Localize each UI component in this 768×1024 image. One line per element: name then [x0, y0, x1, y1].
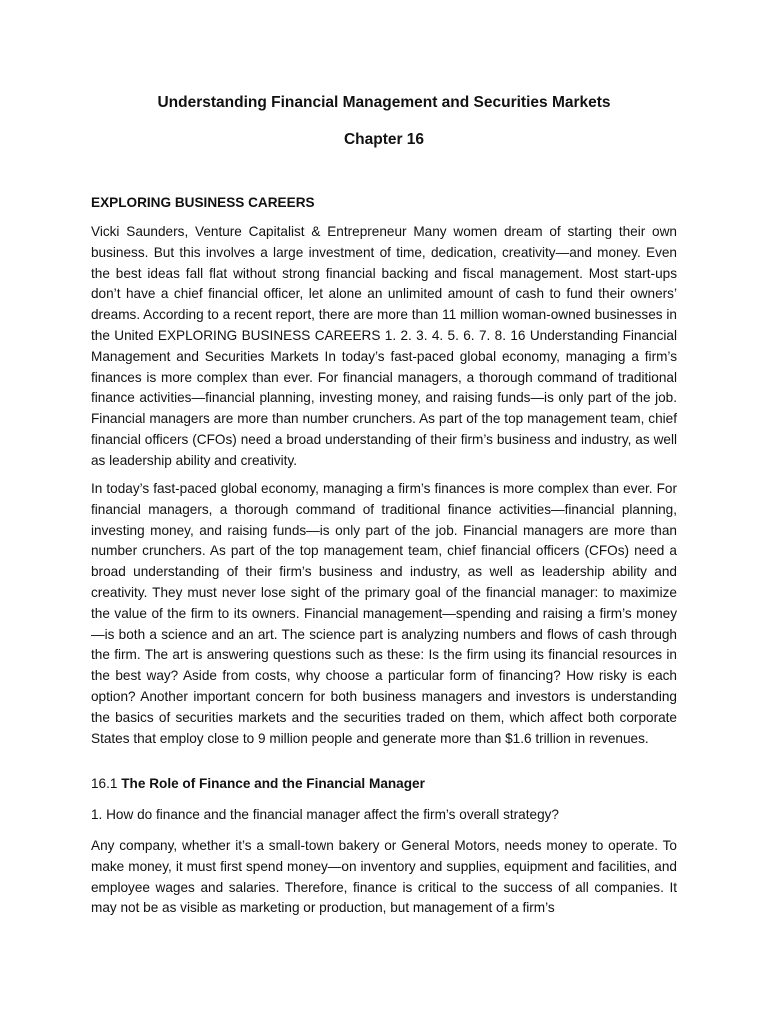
document-page — [91, 0, 677, 1024]
chapter-label: Chapter 16 — [343, 131, 425, 148]
subsection-heading — [91, 774, 677, 795]
body-paragraph-2: In today’s fast-paced global economy, managing a firm’s finances is more complex than ever. For financial managers, a thorough command of traditional finance activities—financial planning, investing money, and raising funds—is only part of the job. Financial managers are more than number crunchers. As part of the top management team, chief financial officers (CFOs) need a broad understanding of their firm’s business and industry, as well as leadership ability and creativity. They must never lose sight of the primary goal of the financial manager: to maximize the value of the firm to its owners. Financial management—spending and raising a firm’s money—is both a science and an art. The science part is analyzing numbers and flows of cash through the firm. The art is answering questions such as these: Is the firm using its financial resources in the best way? Aside from costs, why choose a particular form of financing? How risky is each option? Another important concern for both business managers and investors is understanding the basics of securities markets and the securities traded on them, which affect both corporate States that employ close to 9 million people and generate more than $1.6 trillion in revenues. — [91, 481, 677, 746]
body-paragraph-3: Any company, whether it’s a small-town bakery or General Motors, needs money to operate. To make money, it must first spend money—on inventory and supplies, equipment and facilities, and employee wages and salaries. Therefore, finance is critical to the success of all companies. It may not be as visible as marketing or production, but management of a firm’s — [91, 838, 677, 916]
section-heading: EXPLORING BUSINESS CAREERS — [91, 195, 315, 210]
document-title: Understanding Financial Management and Securities Markets — [157, 94, 611, 111]
body-paragraph-1: Vicki Saunders, Venture Capitalist & Entrepreneur Many women dream of starting their own business. But this involves a large investment of time, dedication, creativity—and money. Even the best ideas fall flat without strong financial backing and fiscal management. Most start-ups don’t have a chief financial officer, let alone an unlimited amount of cash to fund their owners’ dreams. According to a recent report, there are more than 11 million woman-owned businesses in the United EXPLORING BUSINESS CAREERS 1. 2. 3. 4. 5. 6. 7. 8. 16 Understanding Financial Management and Securities Markets In today’s fast-paced global economy, managing a firm’s finances is more complex than ever. For financial managers, a thorough command of traditional finance activities—financial planning, investing money, and raising funds—is only part of the job. Financial managers are more than number crunchers. As part of the top management team, chief financial officers (CFOs) need a broad understanding of their firm’s business and industry, as well as leadership ability and creativity. — [91, 224, 677, 468]
subsection-title: The Role of Finance and the Financial Manager — [121, 776, 425, 791]
subsection-number: 16.1 — [91, 776, 118, 791]
learning-question: 1. How do finance and the financial manager affect the firm’s overall strategy? — [91, 807, 559, 822]
